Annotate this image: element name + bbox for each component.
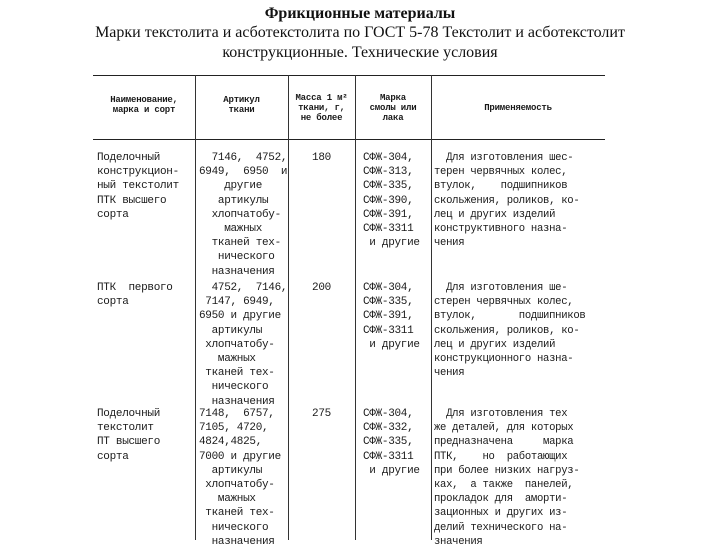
page-subtitle: Марки текстолита и асботекстолита по ГОСТ 5-78 Текстолит и асботекстолит конструкционные. Технические условия: [95, 24, 625, 61]
row1-article: 7146, 4752, 6949, 6950 и другие артикулы хлопчатобу- мажных тканей тех- нического назначения: [199, 152, 288, 278]
header-resin: Марка смолы или лака: [369, 93, 417, 123]
row2-article: 4752, 7146, 7147, 6949, 6950 и другие артикулы хлопчатобу- мажных тканей тех- нического назначения: [199, 282, 288, 408]
row1-mass: 180: [312, 152, 331, 164]
table-header-rule: [93, 139, 605, 140]
header-name: Наименование, марка и сорт: [110, 95, 178, 115]
row2-resin: СФЖ-304, СФЖ-335, СФЖ-391, СФЖ-3311 и другие: [363, 282, 420, 351]
row3-resin: СФЖ-304, СФЖ-332, СФЖ-335, СФЖ-3311 и другие: [363, 408, 420, 477]
row2-use: Для изготовления ше- стерен червячных колес, втулок, подшипников скольжения, роликов, ко- лец и других изделий конструкционного назна- чения: [434, 282, 586, 380]
row3-name: Поделочный текстолит ПТ высшего сорта: [97, 408, 161, 463]
materials-table: [93, 75, 605, 548]
header-article: Артикул ткани: [223, 95, 260, 115]
row3-article: 7148, 6757, 7105, 4720, 4824,4825, 7000 и другие артикулы хлопчатобу- мажных тканей тех- нического назначения: [199, 408, 281, 548]
column-divider: [195, 75, 196, 540]
row2-name: ПТК первого сорта: [97, 282, 173, 309]
header-mass: Масса 1 м² ткани, г, не более: [295, 93, 348, 123]
row2-mass: 200: [312, 282, 331, 294]
page-title: Фрикционные материалы: [264, 5, 456, 22]
header-use: Применяемость: [484, 103, 552, 113]
column-divider: [355, 75, 356, 540]
column-divider: [431, 75, 432, 540]
column-divider: [288, 75, 289, 540]
row3-mass: 275: [312, 408, 331, 420]
row3-use: Для изготовления тех же деталей, для которых предназначена марка ПТК, но работающих при более низких нагруз- ках, а также панелей, прокладок для аморти- зационных и других из- делий технического на- значения: [434, 408, 580, 548]
row1-resin: СФЖ-304, СФЖ-313, СФЖ-335, СФЖ-390, СФЖ-391, СФЖ-3311 и другие: [363, 152, 420, 250]
table-top-rule: [93, 75, 605, 76]
row1-name: Поделочный конструкцион- ный текстолит ПТК высшего сорта: [97, 152, 179, 221]
row1-use: Для изготовления шес- терен червячных колес, втулок, подшипников скольжения, роликов, ко- лец и других изделий конструктивного назна- чения: [434, 152, 580, 250]
